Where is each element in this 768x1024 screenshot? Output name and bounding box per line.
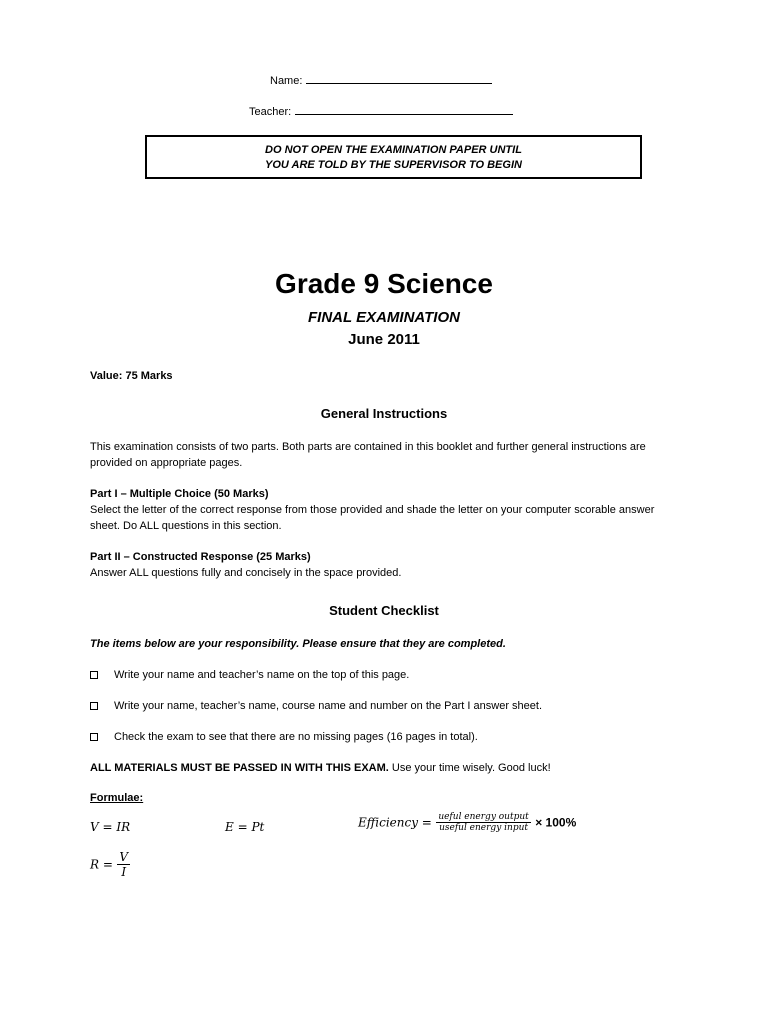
exam-date: June 2011: [348, 331, 420, 348]
instructions-intro: This examination consists of two parts. Both parts are contained in this booklet and further general instructions are provided on appropriate pages.: [90, 441, 646, 469]
checklist-note: The items below are your responsibility. Please ensure that they are completed.: [90, 638, 506, 650]
checkbox-icon: [90, 702, 98, 710]
formula-ohms-law: V = IR: [90, 820, 131, 834]
resistance-fraction: [117, 850, 130, 879]
resistance-numerator: V: [119, 850, 129, 864]
exam-notice-box: [145, 135, 642, 179]
exam-value: Value: 75 Marks: [90, 370, 173, 382]
formula-efficiency: [358, 812, 576, 833]
part2-title: Part II – Constructed Response (25 Marks): [90, 551, 311, 563]
page-title: Grade 9 Science: [275, 268, 493, 299]
student-checklist-heading: Student Checklist: [329, 603, 439, 618]
teacher-field-row: [249, 104, 513, 118]
checklist-item: [90, 729, 680, 745]
checklist-item: [90, 698, 680, 714]
name-label: Name:: [270, 75, 303, 87]
checkbox-icon: [90, 671, 98, 679]
name-field-row: [270, 73, 492, 87]
teacher-label: Teacher:: [249, 106, 292, 118]
name-blank-line: [306, 73, 492, 84]
resistance-label: R =: [90, 857, 113, 872]
efficiency-fraction: [436, 812, 530, 833]
general-instructions-heading: General Instructions: [320, 406, 448, 421]
efficiency-tail: × 100%: [535, 815, 577, 830]
notice-line-2: YOU ARE TOLD BY THE SUPERVISOR TO BEGIN: [265, 159, 522, 171]
part1-title: Part I – Multiple Choice (50 Marks): [90, 488, 269, 500]
closing-line: [90, 760, 680, 776]
resistance-denominator: I: [121, 865, 127, 879]
checklist-item-text: Write your name and teacher’s name on the top of this page.: [114, 669, 410, 681]
checklist-item-text: Check the exam to see that there are no missing pages (16 pages in total).: [114, 731, 478, 743]
checklist-item-text: Write your name, teacher’s name, course name and number on the Part I answer sheet.: [114, 700, 543, 712]
part1-text: Select the letter of the correct response from those provided and shade the letter on your computer scorable answer sheet. Do ALL questions in this section.: [90, 504, 655, 532]
checklist-item: [90, 667, 680, 683]
part2-text: Answer ALL questions fully and concisely in the space provided.: [90, 567, 402, 579]
closing-bold-text: ALL MATERIALS MUST BE PASSED IN WITH THIS EXAM.: [90, 762, 389, 774]
efficiency-numerator: ueful energy output: [438, 812, 529, 822]
formulae-label: Formulae:: [90, 792, 144, 804]
checkbox-icon: [90, 733, 98, 741]
closing-rest-text: Use your time wisely. Good luck!: [388, 762, 551, 774]
formula-energy: E = Pt: [225, 820, 265, 834]
formula-resistance: [90, 850, 130, 879]
efficiency-denominator: useful energy input: [439, 823, 528, 833]
teacher-blank-line: [295, 104, 513, 115]
notice-line-1: DO NOT OPEN THE EXAMINATION PAPER UNTIL: [265, 144, 522, 156]
efficiency-label: Efficiency =: [358, 815, 432, 830]
exam-subtitle: FINAL EXAMINATION: [308, 309, 460, 326]
